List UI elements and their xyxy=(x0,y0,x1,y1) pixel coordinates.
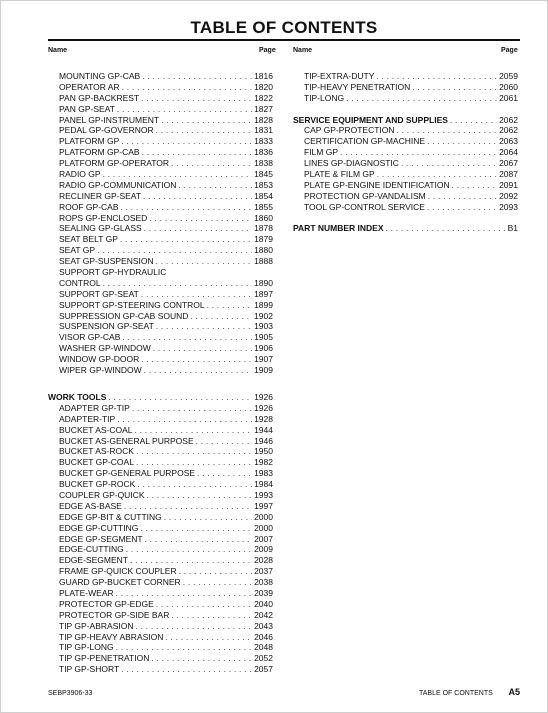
dot-leader xyxy=(340,147,497,158)
toc-entry-name: BUCKET GP-GENERAL PURPOSE xyxy=(59,468,196,479)
toc-entry-page: 1854 xyxy=(254,190,273,201)
toc-entry-page: 1880 xyxy=(254,245,273,256)
toc-entry-name: BUCKET AS-GENERAL PURPOSE xyxy=(59,435,194,446)
dot-leader xyxy=(103,278,253,289)
dot-leader xyxy=(376,71,497,82)
dot-leader xyxy=(145,534,252,545)
dot-leader xyxy=(165,632,252,643)
toc-entry-name: COUPLER GP-QUICK xyxy=(59,489,145,500)
toc-entry[interactable] xyxy=(293,169,518,180)
toc-entry-name: EDGE-SEGMENT xyxy=(59,555,128,566)
toc-entry[interactable] xyxy=(48,414,273,425)
toc-entry-page: 1905 xyxy=(254,332,273,343)
toc-entry[interactable] xyxy=(48,544,273,555)
toc-entry-name: TIP-EXTRA-DUTY xyxy=(304,71,375,81)
toc-entry-name: WASHER GP-WINDOW xyxy=(59,343,151,354)
toc-entry[interactable] xyxy=(48,468,273,479)
toc-entry-page: 2046 xyxy=(254,631,273,642)
toc-entry[interactable] xyxy=(48,158,273,169)
toc-entry[interactable] xyxy=(293,125,518,136)
toc-entry[interactable] xyxy=(48,610,273,621)
dot-leader xyxy=(141,93,252,104)
toc-entry[interactable] xyxy=(48,621,273,632)
toc-entry-page: 1926 xyxy=(254,402,273,413)
toc-entry-name: PLATFORM GP-CAB xyxy=(59,147,140,158)
toc-entry[interactable] xyxy=(48,599,273,610)
dot-leader xyxy=(140,523,252,534)
toc-entry[interactable] xyxy=(48,234,273,245)
toc-entry-page: 2064 xyxy=(499,147,518,158)
toc-entry-name: SEAT BELT GP xyxy=(59,234,118,245)
toc-entry-page: 2028 xyxy=(254,555,273,566)
toc-entry-name: SUSPENSION GP-SEAT xyxy=(59,321,154,332)
section-heading-work-tools[interactable] xyxy=(48,392,273,403)
toc-entry-page: 1926 xyxy=(254,391,273,402)
toc-entry[interactable] xyxy=(293,158,518,169)
toc-entry-page: 2087 xyxy=(499,169,518,180)
toc-entry[interactable] xyxy=(48,311,273,322)
toc-entry[interactable] xyxy=(48,642,273,653)
section-heading-part-number-index[interactable] xyxy=(293,223,518,234)
dot-leader xyxy=(135,425,253,436)
dot-leader xyxy=(178,180,252,191)
footer-section: TABLE OF CONTENTS xyxy=(419,690,493,697)
toc-entry[interactable] xyxy=(48,202,273,213)
dot-leader xyxy=(427,202,497,213)
toc-entry-page: 1853 xyxy=(254,179,273,190)
toc-entry[interactable] xyxy=(293,136,518,147)
toc-entry-name: LINES GP-DIAGNOSTIC xyxy=(304,158,399,169)
toc-entry[interactable] xyxy=(48,93,273,104)
dot-leader xyxy=(117,104,252,115)
toc-entry-page: 1827 xyxy=(254,103,273,114)
toc-entry-name: PROTECTION GP-VANDALISM xyxy=(304,190,426,201)
toc-entry-page: 1831 xyxy=(254,125,273,136)
toc-entry-name: TIP GP-PENETRATION xyxy=(59,653,150,664)
toc-entry-name: PROTECTOR GP-EDGE xyxy=(59,598,154,609)
toc-entry[interactable] xyxy=(48,566,273,577)
toc-entry-name: WIPER GP-WINDOW xyxy=(59,365,142,376)
dot-leader xyxy=(147,490,253,501)
toc-entry[interactable] xyxy=(293,82,518,93)
toc-entry-name: TIP GP-LONG xyxy=(59,642,114,653)
toc-entry-page: 1822 xyxy=(254,92,273,103)
toc-entry-page: 1860 xyxy=(254,212,273,223)
toc-entry-name: BUCKET AS-ROCK xyxy=(59,446,134,457)
toc-entry[interactable] xyxy=(48,365,273,376)
toc-entry-page: 2062 xyxy=(499,114,518,125)
toc-entry-page: 2091 xyxy=(499,179,518,190)
toc-entry-page: 1855 xyxy=(254,201,273,212)
toc-entry[interactable] xyxy=(48,245,273,256)
dot-leader xyxy=(124,501,252,512)
toc-entry[interactable] xyxy=(48,147,273,158)
dot-leader xyxy=(412,82,497,93)
dot-leader xyxy=(136,446,252,457)
toc-entry-name: BUCKET GP-ROCK xyxy=(59,479,136,490)
toc-entry[interactable] xyxy=(48,653,273,664)
toc-entry-name: PAN GP-SEAT xyxy=(59,103,115,114)
toc-entry[interactable] xyxy=(48,278,273,289)
left-page-header: Page xyxy=(259,47,276,54)
toc-entry[interactable] xyxy=(48,664,273,675)
toc-entry-page: 1879 xyxy=(254,234,273,245)
dot-leader xyxy=(116,642,252,653)
toc-entry-name: ROOF GP-CAB xyxy=(59,201,119,212)
toc-entry-page: 1888 xyxy=(254,256,273,267)
dot-leader xyxy=(156,125,252,136)
toc-entry-name: TIP-HEAVY PENETRATION xyxy=(304,81,411,92)
toc-entry[interactable] xyxy=(48,523,273,534)
toc-entry-page: 2052 xyxy=(254,653,273,664)
toc-entry-name: ROPS GP-ENCLOSED xyxy=(59,212,148,223)
dot-leader xyxy=(120,234,252,245)
dot-leader xyxy=(117,414,252,425)
toc-entry-name: EDGE GP-SEGMENT xyxy=(59,533,143,544)
dot-leader xyxy=(103,169,253,180)
toc-entry-name: EDGE-CUTTING xyxy=(59,544,124,555)
toc-entry[interactable] xyxy=(48,191,273,202)
toc-entry[interactable] xyxy=(48,343,273,354)
toc-entry[interactable] xyxy=(48,534,273,545)
toc-entry-name: SUPPRESSION GP-CAB SOUND xyxy=(59,310,189,321)
toc-entry-name: PART NUMBER INDEX xyxy=(293,223,384,234)
toc-entry-name: PLATE GP-ENGINE IDENTIFICATION xyxy=(304,179,450,190)
toc-entry-name: BUCKET AS-COAL xyxy=(59,424,133,435)
toc-entry-name: PROTECTOR GP-SIDE BAR xyxy=(59,609,170,620)
dot-leader xyxy=(346,93,497,104)
toc-entry[interactable] xyxy=(48,321,273,332)
toc-entry-page: 1984 xyxy=(254,479,273,490)
toc-entry[interactable] xyxy=(48,256,273,267)
toc-entry-name: FILM GP xyxy=(304,147,339,158)
spacer xyxy=(293,104,518,115)
dot-leader xyxy=(183,577,252,588)
toc-entry-name: TIP GP-SHORT xyxy=(59,664,120,675)
toc-entry[interactable] xyxy=(48,577,273,588)
toc-entry[interactable] xyxy=(48,632,273,643)
toc-entry-name: PLATE & FILM GP xyxy=(304,169,375,180)
toc-entry[interactable] xyxy=(48,425,273,436)
dot-leader xyxy=(156,599,252,610)
toc-entry[interactable] xyxy=(48,457,273,468)
toc-entry-page: 2060 xyxy=(499,81,518,92)
toc-entry-name: TIP GP-HEAVY ABRASION xyxy=(59,631,164,642)
dot-leader xyxy=(386,223,506,234)
dot-leader xyxy=(427,136,497,147)
dot-leader xyxy=(153,343,252,354)
dot-leader xyxy=(151,653,252,664)
dot-leader xyxy=(136,457,252,468)
dot-leader xyxy=(377,169,497,180)
toc-entry[interactable] xyxy=(293,147,518,158)
toc-entry-page: 1838 xyxy=(254,158,273,169)
toc-entry-page: 1836 xyxy=(254,147,273,158)
toc-entry-page: 2009 xyxy=(254,544,273,555)
toc-entry[interactable] xyxy=(48,125,273,136)
toc-entry-name: SEALING GP-GLASS xyxy=(59,223,142,234)
toc-entry-name: SUPPORT GP-STEERING CONTROL xyxy=(59,299,205,310)
dot-leader xyxy=(143,191,252,202)
section-heading-service-equipment[interactable] xyxy=(293,115,518,126)
toc-entry-page: 2043 xyxy=(254,620,273,631)
dot-leader xyxy=(397,125,498,136)
dot-leader xyxy=(450,115,497,126)
toc-entry-name: PAN GP-BACKREST xyxy=(59,92,140,103)
toc-entry-page: 1903 xyxy=(254,321,273,332)
toc-entry-page: 1997 xyxy=(254,500,273,511)
toc-entry-page: 2000 xyxy=(254,511,273,522)
toc-entry-page: 1982 xyxy=(254,457,273,468)
toc-entry-page: 1950 xyxy=(254,446,273,457)
toc-entry[interactable] xyxy=(48,446,273,457)
toc-entry-page: 1816 xyxy=(254,71,273,81)
toc-entry-page: 1907 xyxy=(254,354,273,365)
dot-leader xyxy=(197,468,252,479)
toc-entry-page: 2057 xyxy=(254,664,273,675)
toc-entry-page: 2039 xyxy=(254,587,273,598)
toc-entry-page: 1845 xyxy=(254,169,273,180)
dot-leader xyxy=(207,300,252,311)
toc-entry-name: ADAPTER-TIP xyxy=(59,413,116,424)
toc-entry-name: EDGE GP-BIT & CUTTING xyxy=(59,511,162,522)
dot-leader xyxy=(164,512,252,523)
right-column xyxy=(293,71,518,234)
toc-entry[interactable] xyxy=(48,354,273,365)
toc-entry-name: TOOL GP-CONTROL SERVICE xyxy=(304,201,425,212)
left-column xyxy=(48,71,273,675)
toc-entry[interactable] xyxy=(48,115,273,126)
footer-page-number: A5 xyxy=(508,687,520,697)
toc-entry-page: 2059 xyxy=(499,71,518,81)
dot-leader xyxy=(121,664,252,675)
toc-entry[interactable] xyxy=(293,180,518,191)
toc-entry-name: SEAT GP xyxy=(59,245,96,256)
dot-leader xyxy=(122,332,252,343)
toc-entry-page: 2062 xyxy=(499,125,518,136)
toc-entry-page: 1828 xyxy=(254,114,273,125)
dot-leader xyxy=(144,223,252,234)
dot-leader xyxy=(196,436,252,447)
toc-entry-name: BUCKET GP-COAL xyxy=(59,457,134,468)
toc-entry[interactable] xyxy=(48,71,273,82)
toc-entry-name: RADIO GP xyxy=(59,169,101,180)
toc-entry-page: 1833 xyxy=(254,136,273,147)
toc-entry-name: EDGE GP-CUTTING xyxy=(59,522,139,533)
toc-entry-page: 1897 xyxy=(254,288,273,299)
dot-leader xyxy=(171,610,252,621)
dot-leader xyxy=(121,136,252,147)
toc-entry-name: SERVICE EQUIPMENT AND SUPPLIES xyxy=(293,114,448,125)
dot-leader xyxy=(142,71,252,82)
toc-entry-page: 1928 xyxy=(254,413,273,424)
toc-entry-name: SUPPORT GP-SEAT xyxy=(59,288,139,299)
toc-entry-name: VISOR GP-CAB xyxy=(59,332,121,343)
dot-leader xyxy=(130,555,252,566)
toc-entry[interactable] xyxy=(48,213,273,224)
toc-entry[interactable] xyxy=(48,267,273,278)
toc-entry-page: 1899 xyxy=(254,299,273,310)
toc-entry[interactable] xyxy=(48,588,273,599)
toc-entry[interactable] xyxy=(48,479,273,490)
toc-entry-name: MOUNTING GP-CAB xyxy=(59,71,141,81)
dot-leader xyxy=(137,479,252,490)
toc-entry-page: 1983 xyxy=(254,468,273,479)
toc-entry-page: 1909 xyxy=(254,365,273,376)
dot-leader xyxy=(126,544,252,555)
dot-leader xyxy=(190,311,252,322)
toc-entry[interactable] xyxy=(293,202,518,213)
toc-entry-name: SUPPORT GP-HYDRAULIC xyxy=(59,267,167,278)
toc-entry-page: 2061 xyxy=(499,92,518,103)
toc-entry[interactable] xyxy=(48,332,273,343)
dot-leader xyxy=(135,621,252,632)
toc-entry-page: 1890 xyxy=(254,277,273,288)
dot-leader xyxy=(428,191,497,202)
dot-leader xyxy=(121,202,253,213)
dot-leader xyxy=(161,115,252,126)
right-page-header: Page xyxy=(501,47,518,54)
page-title: TABLE OF CONTENTS xyxy=(190,18,378,37)
toc-entry[interactable] xyxy=(48,403,273,414)
toc-entry[interactable] xyxy=(293,191,518,202)
toc-entry[interactable] xyxy=(48,82,273,93)
dot-leader xyxy=(142,147,252,158)
toc-entry-name: FRAME GP-QUICK COUPLER xyxy=(59,566,177,577)
toc-entry-name: CERTIFICATION GP-MACHINE xyxy=(304,136,426,147)
toc-entry[interactable] xyxy=(48,180,273,191)
toc-entry[interactable] xyxy=(48,300,273,311)
toc-entry[interactable] xyxy=(48,501,273,512)
dot-leader xyxy=(108,392,252,403)
toc-entry-page: 2048 xyxy=(254,642,273,653)
toc-entry-page: 1906 xyxy=(254,343,273,354)
dot-leader xyxy=(156,321,252,332)
toc-entry-page: 2007 xyxy=(254,533,273,544)
toc-entry-name: TIP GP-ABRASION xyxy=(59,620,134,631)
dot-leader xyxy=(122,82,252,93)
toc-entry-page: 2092 xyxy=(499,190,518,201)
toc-entry-page: 1902 xyxy=(254,310,273,321)
toc-entry[interactable] xyxy=(48,169,273,180)
toc-entry-name: PLATE-WEAR xyxy=(59,587,114,598)
dot-leader xyxy=(97,245,252,256)
toc-entry-page: 1878 xyxy=(254,223,273,234)
dot-leader xyxy=(156,256,252,267)
toc-entry-name: WINDOW GP-DOOR xyxy=(59,354,140,365)
footer-doc-id: SEBP3906-33 xyxy=(48,690,93,697)
toc-entry-name: TIP-LONG xyxy=(304,92,345,103)
toc-entry-name: CONTROL xyxy=(59,277,101,288)
dot-leader xyxy=(452,180,497,191)
dot-leader xyxy=(144,365,252,376)
toc-entry-name: WORK TOOLS xyxy=(48,391,107,402)
toc-entry[interactable] xyxy=(48,490,273,501)
toc-entry-page: 2042 xyxy=(254,609,273,620)
toc-entry-page: 2093 xyxy=(499,201,518,212)
title-rule xyxy=(48,39,520,41)
toc-entry-page: 2000 xyxy=(254,522,273,533)
toc-entry-name: OPERATOR AR xyxy=(59,81,120,92)
toc-entry-name: CAP GP-PROTECTION xyxy=(304,125,395,136)
toc-entry-name: PLATFORM GP-OPERATOR xyxy=(59,158,170,169)
toc-entry[interactable] xyxy=(293,93,518,104)
toc-entry[interactable] xyxy=(48,436,273,447)
right-name-header: Name xyxy=(293,47,313,54)
toc-entry[interactable] xyxy=(293,71,518,82)
toc-entry-page: 2038 xyxy=(254,577,273,588)
toc-entry[interactable] xyxy=(48,512,273,523)
toc-entry-name: SEAT GP-SUSPENSION xyxy=(59,256,154,267)
left-name-header: Name xyxy=(48,47,68,54)
toc-entry-name: ADAPTER GP-TIP xyxy=(59,402,130,413)
dot-leader xyxy=(132,403,252,414)
toc-entry-page: 1993 xyxy=(254,489,273,500)
dot-leader xyxy=(141,289,252,300)
toc-entry-name: RADIO GP-COMMUNICATION xyxy=(59,179,177,190)
dot-leader xyxy=(179,566,252,577)
toc-entry-page: 2063 xyxy=(499,136,518,147)
dot-leader xyxy=(141,354,252,365)
toc-entry[interactable] xyxy=(48,223,273,234)
dot-leader xyxy=(401,158,497,169)
toc-entry[interactable] xyxy=(48,104,273,115)
toc-entry-page: 1946 xyxy=(254,435,273,446)
dot-leader xyxy=(171,158,252,169)
toc-entry[interactable] xyxy=(48,555,273,566)
toc-entry-name: GUARD GP-BUCKET CORNER xyxy=(59,577,181,588)
toc-entry-name: PLATFORM GP xyxy=(59,136,120,147)
toc-entry-page: B1 xyxy=(507,223,518,234)
dot-leader xyxy=(149,213,252,224)
toc-entry-page: 2037 xyxy=(254,566,273,577)
toc-entry-page: 2067 xyxy=(499,158,518,169)
toc-entry-name: PEDAL GP-GOVERNOR xyxy=(59,125,154,136)
toc-entry-page: 1820 xyxy=(254,81,273,92)
toc-entry-name: EDGE AS-BASE xyxy=(59,500,122,511)
spacer xyxy=(48,376,273,392)
toc-entry-page: 1944 xyxy=(254,424,273,435)
dot-leader xyxy=(116,588,252,599)
toc-entry-page: 2040 xyxy=(254,598,273,609)
toc-entry[interactable] xyxy=(48,289,273,300)
spacer xyxy=(293,213,518,224)
toc-entry-name: RECLINER GP-SEAT xyxy=(59,190,142,201)
toc-entry[interactable] xyxy=(48,136,273,147)
toc-entry-name: PANEL GP-INSTRUMENT xyxy=(59,114,160,125)
